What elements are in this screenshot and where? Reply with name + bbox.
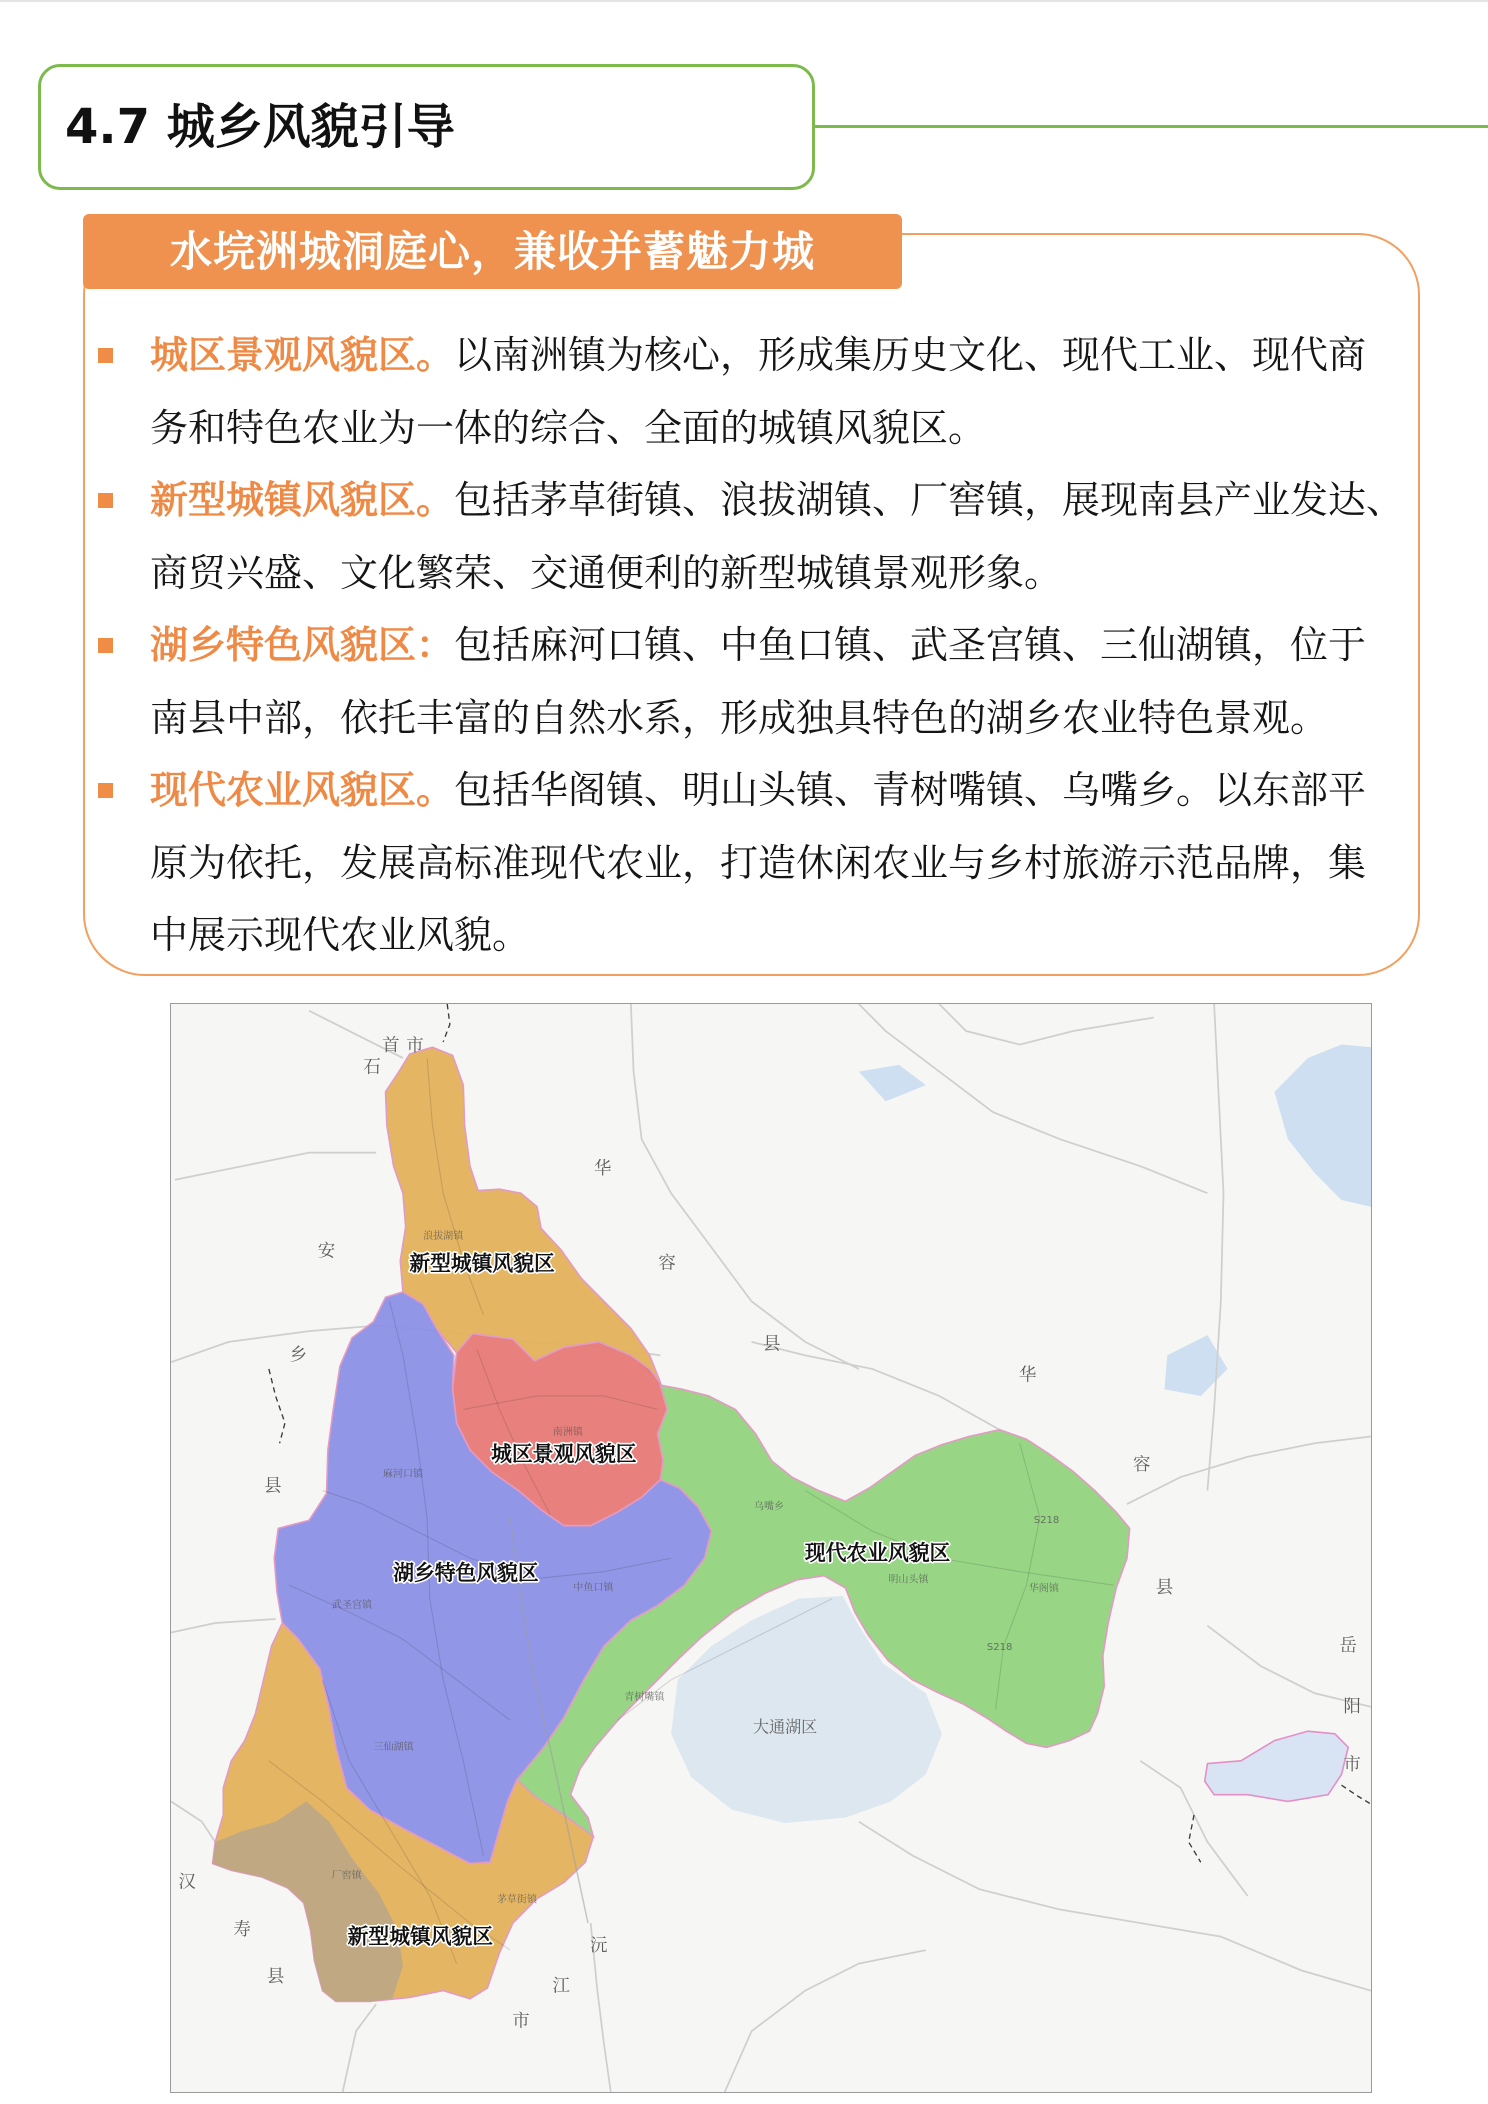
town-label: 武圣宫镇	[331, 1599, 373, 1611]
road-line	[171, 1619, 276, 1633]
town-label: 青树嘴镇	[624, 1691, 665, 1703]
town-label: 华阁镇	[1028, 1583, 1059, 1595]
bullet-line	[98, 319, 1418, 392]
page-top-rule	[0, 0, 1488, 2]
bullet-text: 以南洲镇为核心，形成集历史文化、现代工业、现代商	[454, 333, 1367, 377]
zone-label-urban-landscape: 城区景观风貌区	[491, 1442, 637, 1467]
road-line	[939, 1004, 1154, 1045]
place-label-char: 江	[552, 1976, 570, 1997]
place-label-char: 县	[266, 1967, 285, 1988]
lake-label: 大通湖区	[752, 1717, 818, 1737]
road-line	[725, 1950, 926, 2092]
bullet-line: 南县中部，依托丰富的自然水系，形成独具特色的湖乡农业特色景观。	[150, 695, 1329, 740]
bullet-item-agriculture	[98, 754, 1418, 972]
place-label-char: 华	[594, 1158, 612, 1179]
bullet-line	[98, 464, 1418, 537]
town-label: 明山头镇	[888, 1574, 929, 1586]
place-label-char: 岳	[1339, 1635, 1357, 1657]
place-label-char: 阳	[1343, 1696, 1361, 1717]
zone-label-modern-agriculture: 现代农业风貌区	[804, 1540, 951, 1565]
town-label: 浪拔湖镇	[423, 1230, 464, 1242]
place-label-char: 沅	[589, 1935, 608, 1957]
road-line	[859, 1822, 1371, 1991]
lake-area	[859, 1065, 926, 1101]
boundary-line	[269, 1369, 285, 1443]
place-label-char: 容	[1133, 1454, 1151, 1475]
zone-label-new-town-north: 新型城镇风貌区	[409, 1251, 555, 1276]
boundary-line	[1189, 1815, 1201, 1862]
zone-label-new-town-south: 新型城镇风貌区	[347, 1924, 494, 1949]
place-label-char: 市	[1343, 1754, 1361, 1775]
place-label-char: 汉	[178, 1872, 196, 1893]
town-label: 南洲镇	[552, 1426, 583, 1438]
road-line	[175, 1153, 376, 1180]
road-line	[343, 2004, 377, 2092]
place-label-char: 华	[1019, 1365, 1037, 1386]
road-line	[171, 1801, 215, 1842]
section-title-box	[38, 64, 815, 190]
bullet-square-icon	[98, 493, 113, 508]
bullet-heading: 城区景观风貌区。	[150, 333, 455, 377]
bullet-square-icon	[98, 638, 113, 653]
town-label: 麻河口镇	[382, 1468, 424, 1480]
bullet-square-icon	[98, 783, 113, 798]
place-label-char: 县	[264, 1476, 282, 1497]
road-line	[1207, 1004, 1223, 1491]
town-label: 厂窖镇	[331, 1870, 362, 1882]
road-label: S218	[986, 1641, 1013, 1653]
road-line	[1127, 1436, 1371, 1504]
bullet-heading: 湖乡特色风貌区：	[150, 623, 455, 667]
place-label-char: 石	[363, 1057, 381, 1078]
zoning-map-svg	[171, 1004, 1371, 2092]
bullet-line: 务和特色农业为一体的综合、全面的城镇风貌区。	[150, 405, 987, 450]
bullet-square-icon	[98, 348, 113, 363]
bullet-item-lake-village	[98, 609, 1418, 754]
bullet-line: 商贸兴盛、文化繁荣、交通便利的新型城镇景观形象。	[150, 550, 1063, 595]
place-label-char: 市	[406, 1035, 424, 1056]
bullet-item-urban	[98, 319, 1418, 464]
bullet-line: 原为依托，发展高标准现代农业，打造休闲农业与乡村旅游示范品牌，集	[150, 840, 1367, 885]
lake-area	[1274, 1045, 1371, 1207]
road-line	[859, 1004, 1208, 1193]
zone-label-lake-village: 湖乡特色风貌区	[393, 1560, 539, 1586]
banner-heading: 水垸洲城洞庭心，兼收并蓄魅力城	[83, 214, 902, 289]
section-title: 4.7 城乡风貌引导	[65, 99, 455, 155]
town-label: 中鱼口镇	[573, 1582, 614, 1594]
town-label: 茅草街镇	[496, 1894, 538, 1906]
bullet-item-new-town	[98, 464, 1418, 609]
place-label-char: 县	[1155, 1577, 1174, 1598]
road-label: S218	[1033, 1514, 1060, 1526]
boundary-line	[1342, 1785, 1371, 1804]
title-rule-line	[815, 125, 1488, 128]
bullet-heading: 现代农业风貌区。	[150, 768, 455, 812]
place-label-char: 寿	[233, 1919, 251, 1940]
place-label-char: 乡	[289, 1345, 308, 1366]
place-label-char: 县	[762, 1334, 781, 1355]
bullet-list	[98, 319, 1418, 972]
road-line	[752, 1342, 1000, 1430]
place-label-char: 容	[658, 1253, 676, 1274]
bullet-line	[98, 609, 1418, 682]
bullet-heading: 新型城镇风貌区。	[150, 478, 455, 522]
road-line	[631, 1004, 859, 1369]
zoning-map	[170, 1003, 1372, 2093]
town-label: 三仙湖镇	[373, 1741, 414, 1753]
bullet-line	[98, 754, 1418, 827]
adjacent-area	[1205, 1731, 1348, 1801]
boundary-line	[443, 1004, 450, 1042]
place-label-char: 安	[317, 1241, 336, 1262]
bullet-text: 包括华阁镇、明山头镇、青树嘴镇、乌嘴乡。以东部平	[454, 768, 1367, 812]
place-label-char: 市	[512, 2011, 530, 2032]
bullet-text: 包括麻河口镇、中鱼口镇、武圣宫镇、三仙湖镇，位于	[454, 623, 1367, 667]
place-label-char: 首	[382, 1035, 400, 1056]
bullet-text: 包括茅草街镇、浪拔湖镇、厂窖镇，展现南县产业发达、	[454, 478, 1405, 522]
town-label: 乌嘴乡	[753, 1501, 785, 1513]
bullet-line: 中展示现代农业风貌。	[150, 913, 531, 957]
